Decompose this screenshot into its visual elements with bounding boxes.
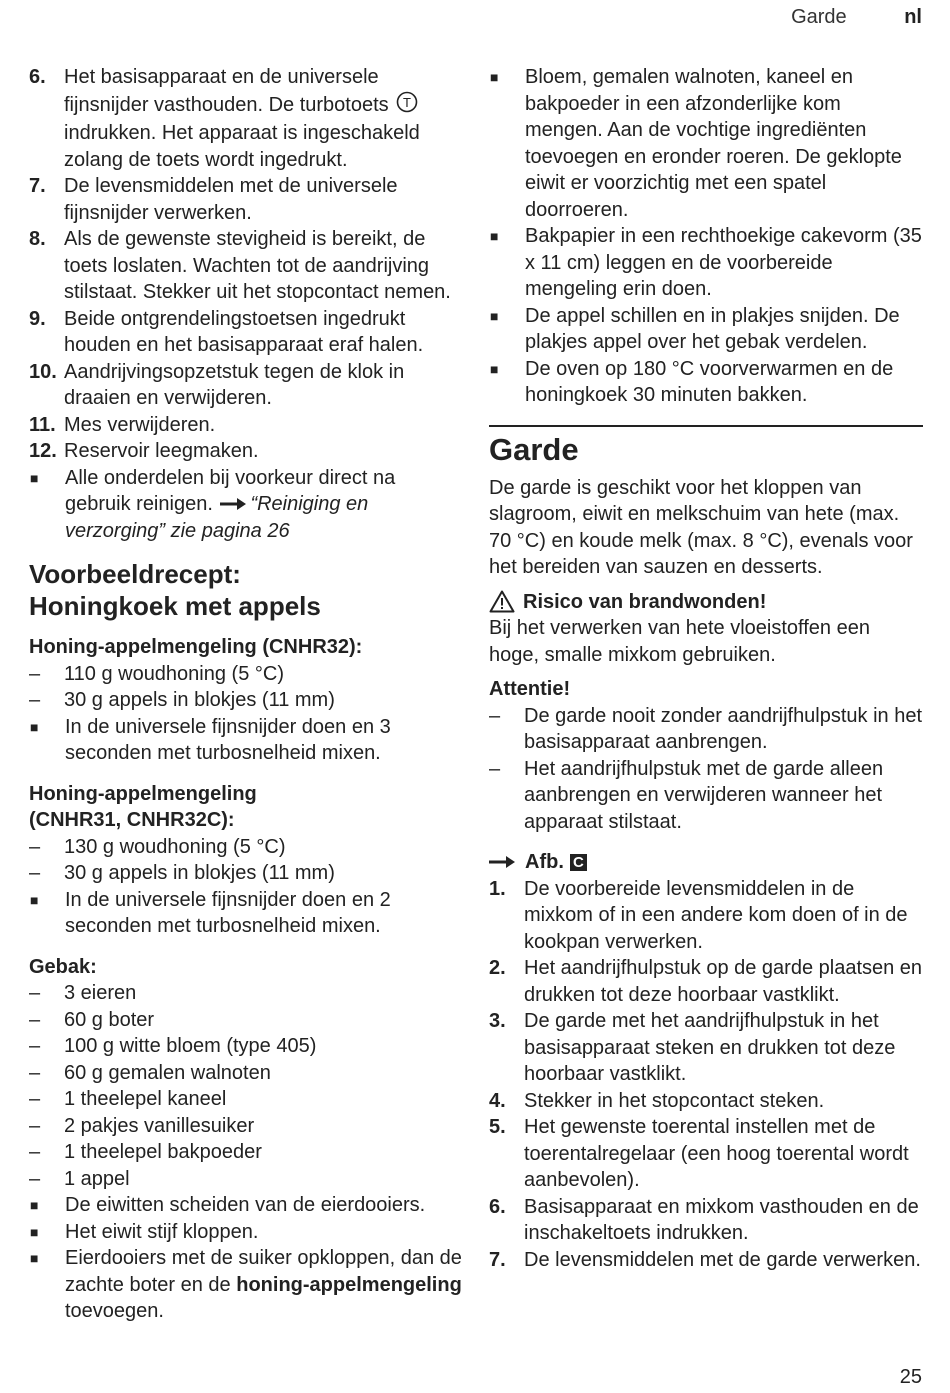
step-number: 8. bbox=[29, 228, 46, 250]
step-text: Aandrijvingsopzetstuk tegen de klok in draaien en verwijderen. bbox=[64, 360, 405, 409]
dash-bullet: – bbox=[29, 1114, 41, 1137]
list-item bbox=[29, 834, 465, 861]
step-text: De garde met het aandrijfhulpstuk in het basisapparaat steken en drukken tot deze hoorbaar vastklikt. bbox=[524, 1010, 896, 1085]
square-bullet-icon: ■ bbox=[30, 718, 39, 735]
list-item bbox=[489, 703, 923, 756]
turbo-button-icon bbox=[396, 91, 418, 121]
list-item bbox=[29, 980, 465, 1007]
figure-reference: Afb. C bbox=[489, 849, 923, 876]
step-text: Als de gewenste stevigheid is bereikt, de toets loslaten. Wachten tot de aandrijving stilstaat. Stekker uit het stopcontact nemen. bbox=[64, 228, 451, 303]
list-item bbox=[29, 687, 465, 714]
list-item bbox=[29, 860, 465, 887]
dash-bullet: – bbox=[29, 982, 41, 1005]
attention-item: Het aandrijfhulpstuk met de garde alleen aanbrengen en verwijderen wanneer het apparaat stilstaat. bbox=[524, 757, 884, 833]
recipe-title: Voorbeeldrecept: Honingkoek met appels bbox=[29, 559, 321, 622]
list-item bbox=[29, 306, 465, 359]
step-text: Beide ontgrendelingstoetsen ingedrukt houden en het basisapparaat eraf halen. bbox=[64, 307, 424, 356]
mix1-title: Honing-appelmengeling (CNHR32): bbox=[29, 636, 363, 659]
square-bullet-icon: ■ bbox=[30, 1223, 39, 1240]
list-item bbox=[489, 223, 923, 303]
step-number: 3. bbox=[489, 1010, 506, 1032]
arrow-right-icon bbox=[220, 491, 246, 518]
list-item bbox=[29, 1113, 465, 1140]
square-bullet-icon: ■ bbox=[30, 469, 39, 486]
step-number: 1. bbox=[489, 877, 506, 900]
step-text: Reservoir leegmaken. bbox=[64, 440, 259, 462]
square-bullet-icon: ■ bbox=[490, 307, 499, 324]
list-item bbox=[29, 412, 465, 439]
square-bullet-icon: ■ bbox=[490, 228, 499, 244]
turbo-icon-letter: T bbox=[403, 94, 412, 110]
list-item bbox=[29, 465, 465, 545]
step-number: 7. bbox=[489, 1248, 506, 1271]
step-text: Het basisapparaat en de universele fijnsnijder vasthouden. De turbotoets bbox=[64, 66, 389, 116]
square-bullet-icon: ■ bbox=[30, 891, 39, 908]
list-item bbox=[29, 1245, 465, 1325]
ingredient: 60 g boter bbox=[64, 1008, 155, 1031]
dash-bullet: – bbox=[29, 662, 41, 685]
step-text: Mes verwijderen. bbox=[64, 413, 216, 436]
ingredient: 2 pakjes vanillesuiker bbox=[64, 1114, 255, 1137]
dash-bullet: – bbox=[29, 1141, 41, 1164]
section-divider bbox=[489, 425, 923, 427]
instruction: In de universele fijnsnijder doen en 3 seconden met turbosnelheid mixen. bbox=[65, 715, 391, 765]
step-text-continued: indrukken. Het apparaat is ingeschakeld zolang de toets wordt ingedrukt. bbox=[64, 122, 420, 171]
square-bullet-icon: ■ bbox=[30, 1250, 39, 1267]
step-number: 12. bbox=[29, 440, 57, 462]
list-item bbox=[489, 303, 923, 356]
instruction-end: toevoegen. bbox=[65, 1300, 164, 1323]
step-text: Het gewenste toerental instellen met de toerentalregelaar (een hoog toerental wordt aanbevolen). bbox=[524, 1116, 909, 1191]
ingredient: 1 appel bbox=[64, 1167, 130, 1190]
attention-heading: Attentie! bbox=[489, 678, 571, 700]
list-item bbox=[29, 173, 465, 226]
square-bullet-icon: ■ bbox=[490, 69, 499, 85]
language-code: nl bbox=[904, 6, 922, 28]
list-item bbox=[29, 887, 465, 940]
step-number: 2. bbox=[489, 957, 506, 979]
ingredient: 110 g woudhoning (5 °C) bbox=[64, 662, 284, 685]
list-item bbox=[489, 1194, 923, 1247]
list-item bbox=[29, 226, 465, 306]
list-item bbox=[489, 356, 923, 409]
list-item bbox=[29, 714, 465, 767]
instruction: Eierdooiers met de suiker opkloppen, dan de zachte boter en de bbox=[65, 1247, 462, 1296]
step-text: Basisapparaat en mixkom vasthouden en de inschakeltoets indrukken. bbox=[524, 1195, 919, 1244]
list-item bbox=[489, 756, 923, 836]
instruction-emphasis: honing-appelmengeling bbox=[236, 1273, 462, 1296]
ingredient: 3 eieren bbox=[64, 982, 137, 1005]
list-item bbox=[29, 438, 465, 465]
dash-bullet: – bbox=[489, 757, 501, 780]
warning-text: Bij het verwerken van hete vloeistoffen een hoge, smalle mixkom gebruiken. bbox=[489, 617, 870, 666]
right-column bbox=[489, 64, 923, 1273]
step-number: 5. bbox=[489, 1116, 506, 1138]
step-number: 6. bbox=[29, 66, 46, 88]
instruction: In de universele fijnsnijder doen en 2 seconden met turbosnelheid mixen. bbox=[65, 888, 391, 938]
mix2-title: Honing-appelmengeling (CNHR31, CNHR32C): bbox=[29, 782, 257, 832]
step-number: 9. bbox=[29, 307, 46, 330]
list-item bbox=[29, 1166, 465, 1193]
square-bullet-icon: ■ bbox=[30, 1197, 39, 1214]
list-item bbox=[29, 1192, 465, 1219]
list-item bbox=[29, 1086, 465, 1113]
dash-bullet: – bbox=[29, 1008, 41, 1031]
left-column bbox=[29, 64, 465, 1325]
page-number: 25 bbox=[899, 1366, 922, 1388]
cake-title: Gebak: bbox=[29, 955, 97, 978]
dash-bullet: – bbox=[29, 689, 41, 712]
page-reference-link[interactable]: “Reiniging en verzorging” zie pagina 26 bbox=[65, 493, 369, 542]
page-header bbox=[791, 6, 922, 29]
garde-heading: Garde bbox=[489, 431, 579, 467]
list-item bbox=[29, 1007, 465, 1034]
list-item bbox=[29, 1033, 465, 1060]
step-number: 7. bbox=[29, 175, 46, 197]
step-number: 11. bbox=[29, 413, 56, 436]
list-item bbox=[489, 1247, 923, 1274]
ingredient: 30 g appels in blokjes (11 mm) bbox=[64, 689, 335, 712]
dash-bullet: – bbox=[29, 1088, 41, 1111]
dash-bullet: – bbox=[29, 1167, 41, 1190]
warning-triangle-icon bbox=[489, 590, 515, 613]
list-item bbox=[29, 1139, 465, 1166]
dash-bullet: – bbox=[29, 835, 41, 858]
instruction: De oven op 180 °C voorverwarmen en de honingkoek 30 minuten bakken. bbox=[525, 357, 894, 406]
dash-bullet: – bbox=[29, 862, 41, 885]
list-item bbox=[489, 876, 923, 956]
list-item bbox=[29, 359, 465, 412]
section-title: Garde bbox=[791, 6, 847, 28]
cleaning-note: Alle onderdelen bij voorkeur direct na gebruik reinigen. bbox=[65, 466, 396, 515]
list-item bbox=[29, 1060, 465, 1087]
dash-bullet: – bbox=[489, 704, 501, 727]
ingredient: 100 g witte bloem (type 405) bbox=[64, 1035, 317, 1058]
list-item bbox=[29, 661, 465, 688]
garde-intro: De garde is geschikt voor het kloppen van slagroom, eiwit en melkschuim van hete (max. 70 °C) en koude melk (max. 8 °C), evenals voor het bereiden van sauzen en desserts. bbox=[489, 476, 913, 578]
step-text: De levensmiddelen met de garde verwerken. bbox=[524, 1248, 921, 1271]
instruction: Bloem, gemalen walnoten, kaneel en bakpoeder in een afzonderlijke kom mengen. Aan de vochtige ingrediënten toevoegen en eronder roeren. De geklopte eiwit er voorzichtig met een spatel doorroeren. bbox=[525, 66, 902, 221]
dash-bullet: – bbox=[29, 1035, 41, 1058]
ingredient: 130 g woudhoning (5 °C) bbox=[64, 835, 286, 858]
list-item bbox=[489, 1114, 923, 1194]
instruction: De appel schillen en in plakjes snijden. De plakjes appel over het gebak verdelen. bbox=[525, 304, 900, 353]
step-text: Stekker in het stopcontact steken. bbox=[524, 1089, 825, 1112]
step-text: Het aandrijfhulpstuk op de garde plaatsen en drukken tot deze hoorbaar vastklikt. bbox=[524, 957, 923, 1006]
list-item bbox=[489, 64, 923, 223]
ingredient: 1 theelepel bakpoeder bbox=[64, 1141, 262, 1164]
ingredient: 1 theelepel kaneel bbox=[64, 1088, 227, 1111]
instruction: Het eiwit stijf kloppen. bbox=[65, 1220, 259, 1243]
list-item bbox=[489, 955, 923, 1008]
ingredient: 60 g gemalen walnoten bbox=[64, 1061, 271, 1084]
step-text: De voorbereide levensmiddelen in de mixkom of in een andere kom doen of in de kookpan verwerken. bbox=[524, 877, 908, 953]
instruction: Bakpapier in een rechthoekige cakevorm (35 x 11 cm) leggen en de voorbereide mengeling erin doen. bbox=[525, 225, 922, 300]
step-number: 6. bbox=[489, 1195, 506, 1218]
list-item bbox=[29, 1219, 465, 1246]
list-item bbox=[489, 1088, 923, 1115]
step-number: 4. bbox=[489, 1089, 506, 1112]
step-number: 10. bbox=[29, 360, 57, 383]
warning-heading: Risico van brandwonden! bbox=[489, 589, 923, 616]
attention-item: De garde nooit zonder aandrijfhulpstuk in het basisapparaat aanbrengen. bbox=[524, 704, 923, 753]
figure-letter-badge: C bbox=[570, 854, 587, 871]
square-bullet-icon: ■ bbox=[490, 360, 499, 377]
list-item bbox=[29, 64, 465, 173]
dash-bullet: – bbox=[29, 1061, 41, 1084]
arrow-right-icon bbox=[489, 849, 515, 876]
step-text: De levensmiddelen met de universele fijnsnijder verwerken. bbox=[64, 175, 398, 224]
ingredient: 30 g appels in blokjes (11 mm) bbox=[64, 862, 335, 885]
instruction: De eiwitten scheiden van de eierdooiers. bbox=[65, 1194, 426, 1217]
list-item bbox=[489, 1008, 923, 1088]
